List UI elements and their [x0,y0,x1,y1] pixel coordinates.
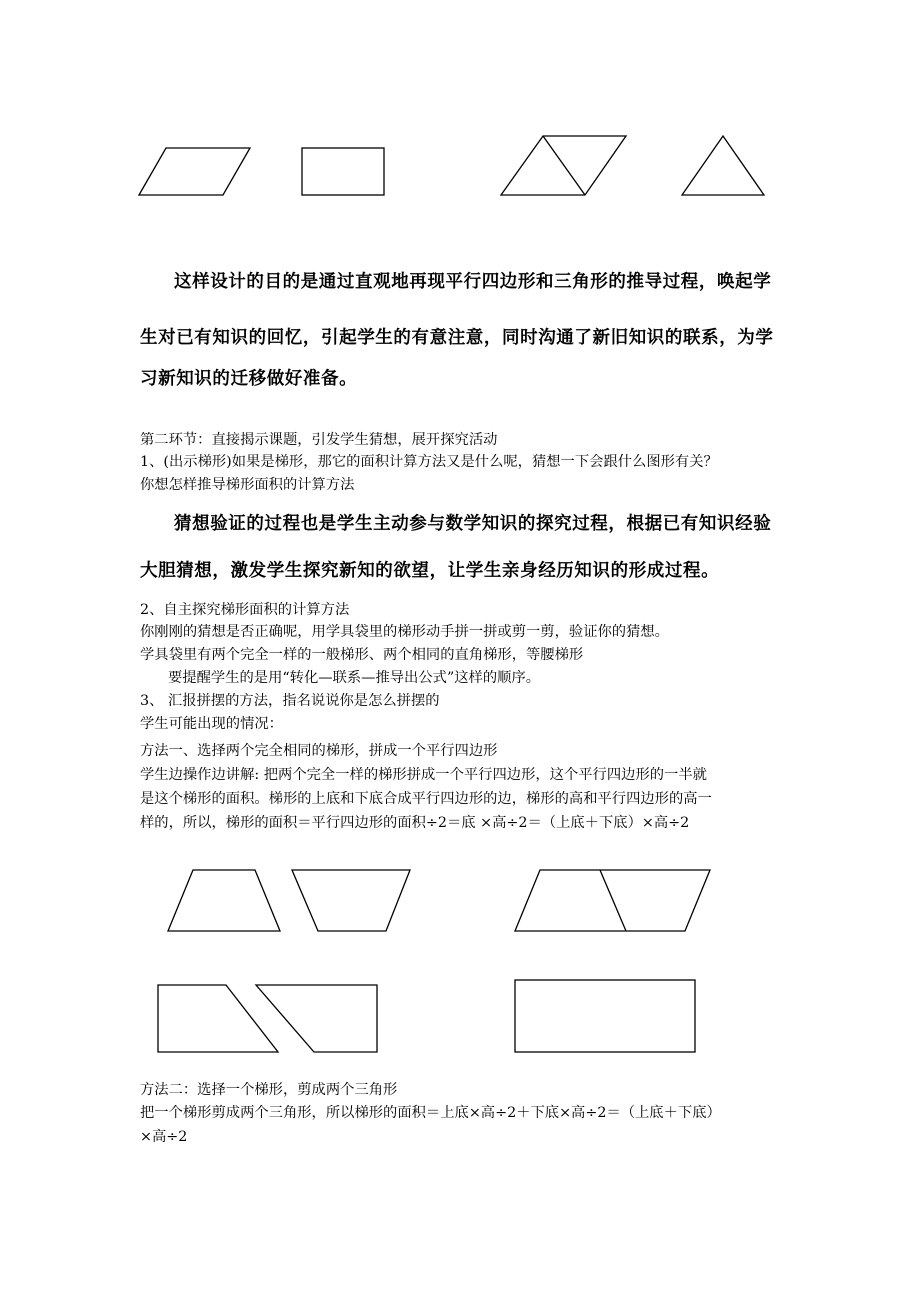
assembled-rectangle-shape [515,980,695,1052]
question-1-line-1: 1、(出示梯形)如果是梯形，那它的面积计算方法又是什么呢，猜想一下会跟什么图形有关？ [140,454,718,470]
method-2-title: 方法二：选择一个梯形，剪成两个三角形 [140,1082,398,1098]
assembly-divider-line [600,870,626,931]
right-trapezoid-shape [158,985,278,1052]
triangle-shape [682,136,764,195]
step-2-text-c: 要提醒学生的是用“转化—联系—推导出公式”这样的顺序。 [168,670,541,686]
method-1-line-3: 样的，所以，梯形的面积＝平行四边形的面积÷2＝底 ×高÷2＝（上底＋下底）×高÷2 [140,815,690,831]
method-1-line-1: 学生边操作边讲解: 把两个完全一样的梯形拼成一个平行四边形，这个平行四边形的一半就 [140,767,707,783]
paragraph-1-line-2: 生对已有知识的回忆，引起学生的有意注意，同时沟通了新旧知识的联系，为学 [140,328,774,348]
paragraph-2-line-1: 猜想验证的过程也是学生主动参与数学知识的探究过程，根据已有知识经验 [174,514,772,534]
method-2-line-2: ×高÷2 [140,1129,188,1145]
paragraph-1-line-3: 习新知识的迁移做好准备。 [140,369,358,389]
method-1-line-2: 是这个梯形的面积。梯形的上底和下底合成平行四边形的边，梯形的高和平行四边形的高一 [140,791,712,807]
section-2-title: 第二环节：直接揭示课题，引发学生猜想，展开探究活动 [140,432,498,448]
rectangle-shape [302,148,384,195]
paragraph-2-line-2: 大胆猜想，激发学生探究新知的欲望，让学生亲身经历知识的形成过程。 [140,561,720,581]
trapezoid-shape [168,870,280,931]
question-1-line-2: 你想怎样推导梯形面积的计算方法 [140,477,355,493]
step-2-text-a: 你刚刚的猜想是否正确呢，用学具袋里的梯形动手拼一拼或剪一剪，验证你的猜想。 [140,624,669,640]
step-2-heading: 2、自主探究梯形面积的计算方法 [140,602,350,618]
triangle-divider-line [543,136,585,195]
step-3-heading: 3、 汇报拼摆的方法，指名说说你是怎么拼摆的 [140,693,440,709]
method-1-title: 方法一、选择两个完全相同的梯形，拼成一个平行四边形 [140,743,498,759]
step-3-text: 学生可能出现的情况： [140,716,283,732]
method-2-line-1: 把一个梯形剪成两个三角形，所以梯形的面积＝上底×高÷2＋下底×高÷2＝（上底＋下底） [140,1105,721,1121]
inverted-right-trapezoid-shape [256,985,377,1052]
parallelogram-shape [139,148,250,195]
step-2-text-b: 学具袋里有两个完全一样的一般梯形、两个相同的直角梯形，等腰梯形 [140,647,584,663]
paragraph-1-line-1: 这样设计的目的是通过直观地再现平行四边形和三角形的推导过程，唤起学 [174,272,772,292]
inverted-trapezoid-shape [292,870,410,931]
